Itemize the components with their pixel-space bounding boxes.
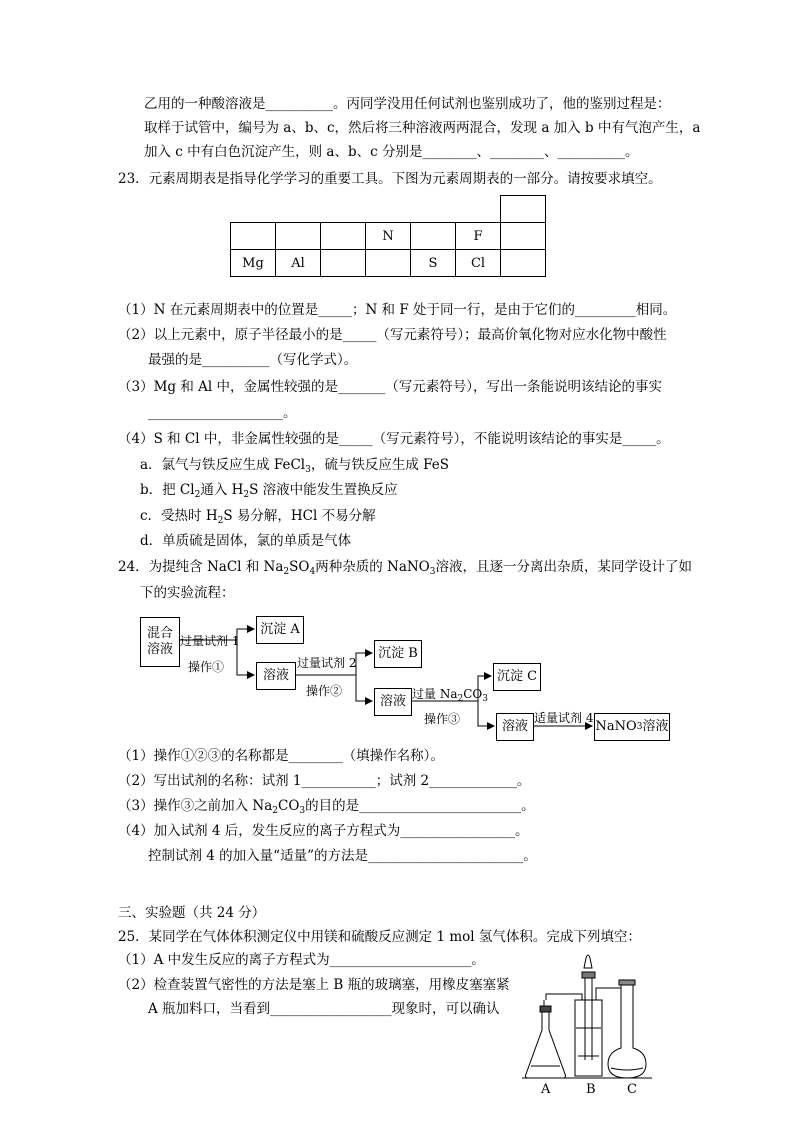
reagent3-label: 过量 $Na_2CO_3$: [412, 687, 488, 704]
gas-volume-apparatus: [520, 948, 660, 1098]
solution2-box: 溶液: [374, 688, 412, 716]
q25-part2a: （2）检查装置气密性的方法是塞上 B 瓶的玻璃塞，用橡皮塞塞紧: [118, 977, 510, 993]
q24-intro-line1: 24．为提纯含 NaCl 和 $Na_2SO_4$两种杂质的 NaNO$_3$溶液，且逐一分离出杂质，某同学设计了如: [118, 559, 692, 577]
operation2-label: 操作②: [306, 684, 343, 698]
mixed-solution-box: 混合 溶液: [140, 617, 180, 667]
pt-cell-s: S: [411, 250, 456, 277]
reagent1-label: 过量试剂 1: [180, 634, 240, 648]
apparatus-label-b: B: [586, 1082, 596, 1097]
q24-part1: （1）操作①②③的名称都是________（填操作名称）。: [118, 748, 444, 764]
precipitate-a-box: 沉淀 A: [256, 616, 304, 644]
q23-part3a: （3）Mg 和 Al 中，金属性较强的是_______（写元素符号），写出一条能说明该结论的事实: [118, 379, 662, 395]
q22-line1: 乙用的一种酸溶液是__________。丙同学没用任何试剂也鉴别成功了，他的鉴别过程是：: [144, 96, 671, 112]
q25-intro: 25．某同学在气体体积测定仪中用镁和硫酸反应测定 1 mol 氢气体积。完成下列填空：: [118, 929, 641, 945]
q23-option-a: a．氯气与铁反应生成 FeCl$_3$，硫与铁反应生成 FeS: [140, 457, 450, 475]
q24-part2: （2）写出试剂的名称：试剂 1___________；试剂 2_____________。: [118, 773, 531, 789]
sodium-nitrate-solution-box: NaNO 3 溶液: [594, 713, 670, 741]
q23-part1: （1）N 在元素周期表中的位置是_____；N 和 F 处于同一行，是由于它们的_________相同。: [118, 302, 677, 318]
reagent4-label: 适量试剂 4: [534, 711, 594, 725]
pt-cell-f: F: [456, 223, 501, 250]
apparatus-label-a: A: [541, 1082, 551, 1097]
q23-part2b: 最强的是__________（写化学式）。: [148, 352, 358, 368]
pt-cell-al: Al: [276, 250, 321, 277]
solution1-box: 溶液: [256, 662, 296, 690]
q25-part1: （1）A 中发生反应的离子方程式为_____________________。: [118, 952, 485, 968]
operation1-label: 操作①: [188, 660, 225, 674]
q22-line2: 取样于试管中，编号为 a、b、c，然后将三种溶液两两混合，发现 a 加入 b 中有气泡产生，a: [144, 120, 701, 136]
q24-part4b: 控制试剂 4 的加入量“适量”的方法是_______________________。: [148, 848, 537, 864]
q25-part2b: A 瓶加料口，当看到__________________现象时，可以确认: [148, 1001, 500, 1017]
q23-option-b: b．把 $Cl_2$通入 $H_2S$ 溶液中能发生置换反应: [140, 482, 398, 500]
q23-intro: 23．元素周期表是指导化学学习的重要工具。下图为元素周期表的一部分。请按要求填空。: [118, 171, 662, 187]
q22-line3: 加入 c 中有白色沉淀产生，则 a、b、c 分别是________、________、__________。: [144, 144, 639, 160]
q23-option-d: d．单质硫是固体，氯的单质是气体: [140, 533, 352, 549]
q24-part3: （3）操作③之前加入 $Na_2CO_3$的目的是________________________。: [118, 798, 535, 816]
operation3-label: 操作③: [424, 712, 461, 726]
q23-option-c: c．受热时 $H_2S$ 易分解，HCl 不易分解: [140, 508, 376, 526]
q24-intro-line2: 下的实验流程：: [140, 585, 235, 601]
pt-cell-n: N: [366, 223, 411, 250]
reagent2-label: 过量试剂 2: [297, 656, 357, 670]
pt-cell-cl: Cl: [456, 250, 501, 277]
solution3-box: 溶液: [496, 713, 534, 741]
precipitate-c-box: 沉淀 C: [493, 663, 541, 691]
q23-part2a: （2）以上元素中，原子半径最小的是_____（写元素符号）；最高价氧化物对应水化物中酸性: [118, 327, 667, 343]
q24-part4a: （4）加入试剂 4 后，发生反应的离子方程式为_________________。: [118, 823, 529, 839]
q23-part3b: ____________________。: [148, 405, 297, 421]
apparatus-label-c: C: [627, 1082, 637, 1097]
precipitate-b-box: 沉淀 B: [374, 640, 422, 668]
q23-part4: （4）S 和 Cl 中，非金属性较强的是_____（写元素符号），不能说明该结论的事实是_____。: [118, 431, 670, 447]
section3-heading: 三、实验题（共 24 分）: [118, 905, 266, 921]
pt-cell-mg: Mg: [231, 250, 276, 277]
